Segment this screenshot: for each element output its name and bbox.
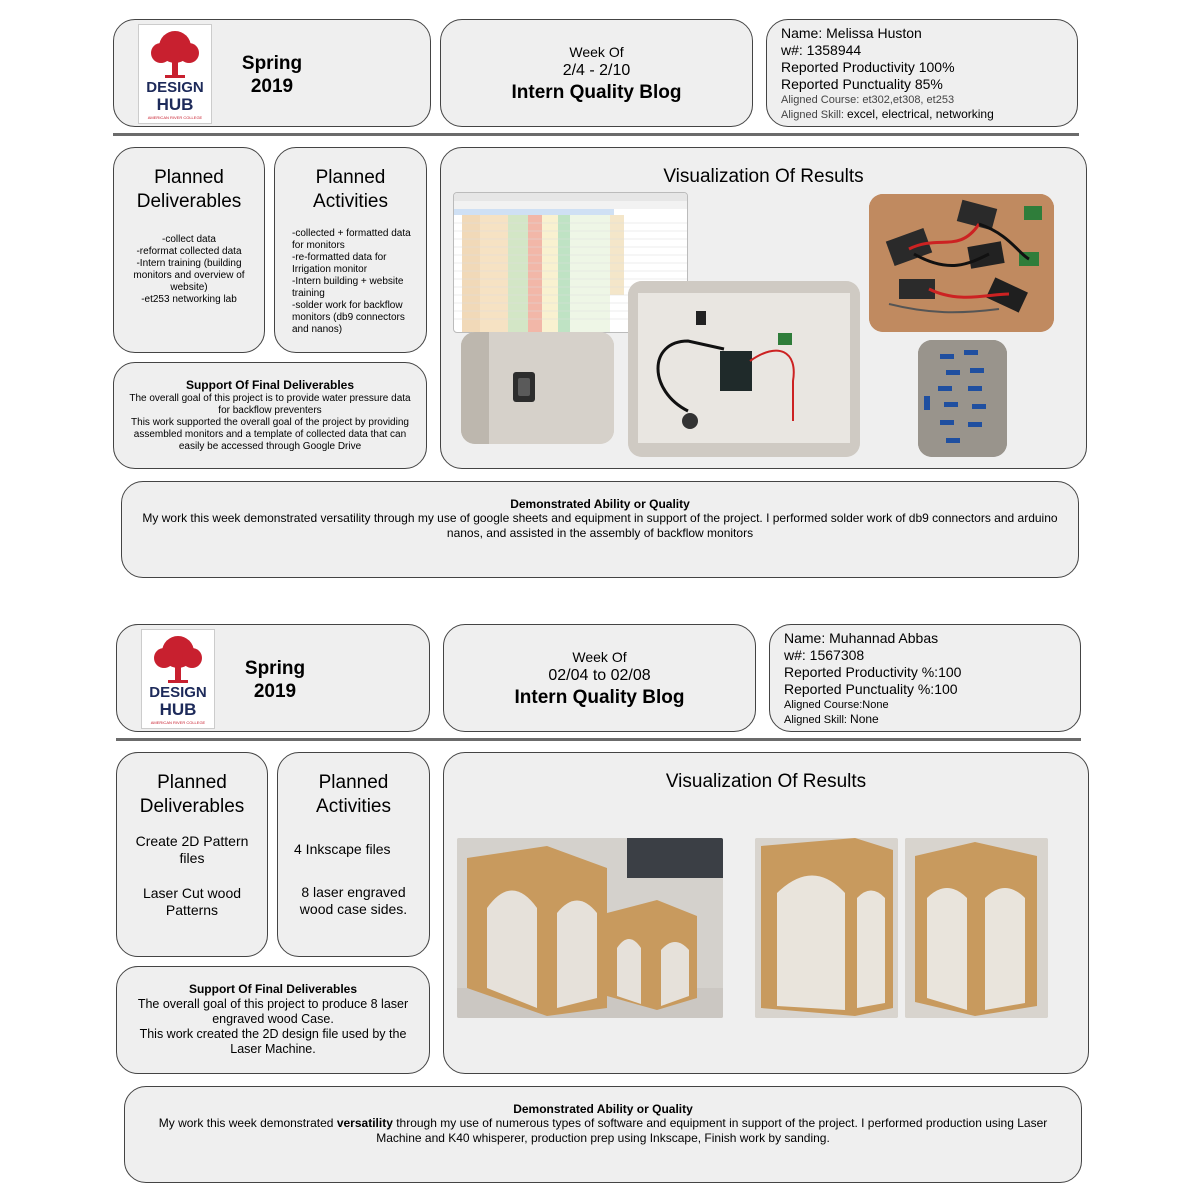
intern-name: Name: Melissa Huston xyxy=(781,25,922,41)
logo-text-hub: HUB xyxy=(156,95,194,114)
circuit-boards-image xyxy=(869,194,1054,332)
logo-text-design: DESIGN xyxy=(149,684,207,701)
ability-title: Demonstrated Ability or Quality xyxy=(513,1102,693,1116)
header-week-box xyxy=(443,624,756,732)
wired-circuit-boards-photo xyxy=(869,194,1054,332)
activities-list xyxy=(292,228,418,336)
activities-list xyxy=(294,841,421,918)
activities-title-line1: Planned xyxy=(315,167,386,188)
activities-title-line1: Planned xyxy=(318,772,389,793)
list-item: -Intern building + website training xyxy=(292,276,404,299)
planned-deliverables-box xyxy=(113,147,265,353)
activities-title xyxy=(278,771,429,819)
season-label xyxy=(226,52,318,98)
db9-connector-photo xyxy=(461,332,614,444)
list-item: 8 laser engraved wood case sides. xyxy=(299,884,408,917)
visualization-title: Visualization Of Results xyxy=(665,771,867,792)
ability-box xyxy=(124,1086,1082,1183)
ability-text: My work this week demonstrated versatility through my use of google sheets and equipment in support of the project. I performed solder work of db9 connectors and arduino nanos, and assisted in the assembly of backflow monitors xyxy=(142,511,1058,540)
list-item: -collect data xyxy=(162,234,216,245)
list-item: -re-formatted data for Irrigation monitor xyxy=(292,252,387,275)
header-week-box xyxy=(440,19,753,127)
list-item: -Intern training (building monitors and overview of website) xyxy=(133,258,245,293)
two-engraved-wood-cases-photo xyxy=(457,838,723,1018)
engraved-wood-case-front-photo xyxy=(755,838,898,1018)
header-brand-box xyxy=(116,624,430,732)
visualization-title: Visualization Of Results xyxy=(663,166,864,187)
monitor-enclosure-photo xyxy=(628,281,860,457)
reported-productivity: Reported Productivity 100% xyxy=(781,59,955,75)
deliverables-title-line2: Deliverables xyxy=(139,796,245,817)
support-title: Support Of Final Deliverables xyxy=(188,982,358,996)
header-brand-box xyxy=(113,19,431,127)
week-label: Week Of xyxy=(572,649,627,665)
deliverables-title-line1: Planned xyxy=(157,772,227,793)
intern-info-box xyxy=(769,624,1081,732)
season-term: Spring xyxy=(244,658,306,679)
aligned-skill-label: Aligned Skill: xyxy=(781,109,848,121)
deliverables-title-line2: Deliverables xyxy=(136,191,242,212)
design-hub-logo xyxy=(138,24,212,124)
logo-text-design: DESIGN xyxy=(146,79,204,96)
ability-text-bold: versatility xyxy=(336,1116,393,1130)
aligned-skill xyxy=(781,107,1077,123)
reported-punctuality: Reported Punctuality %:100 xyxy=(784,681,958,697)
week-range: 02/04 to 02/08 xyxy=(548,667,651,684)
aligned-skill-value: None xyxy=(850,712,879,726)
support-line: The overall goal of this project to produce 8 laser engraved wood Case. xyxy=(137,997,409,1026)
aligned-course: Aligned Course:None xyxy=(784,699,889,711)
ability-title: Demonstrated Ability or Quality xyxy=(510,497,690,511)
wood-case-angle-image xyxy=(905,838,1048,1018)
blog-title: Intern Quality Blog xyxy=(511,82,682,103)
aligned-course: Aligned Course: et302,et308, et253 xyxy=(781,94,955,106)
intern-info-box xyxy=(766,19,1078,127)
wood-case-front-image xyxy=(755,838,898,1018)
support-text xyxy=(126,393,414,453)
aligned-skill xyxy=(784,712,1080,728)
deliverables-list xyxy=(122,234,256,306)
support-line: This work created the 2D design file used by the Laser Machine. xyxy=(139,1027,407,1056)
ability-text-start: My work this week demonstrated xyxy=(158,1116,337,1130)
support-line: The overall goal of this project is to provide water pressure data for backflow preventers xyxy=(129,393,411,416)
reported-productivity: Reported Productivity %:100 xyxy=(784,664,962,680)
support-box xyxy=(113,362,427,469)
season-year: 2019 xyxy=(250,76,294,97)
intern-wnum: w#: 1567308 xyxy=(784,647,865,663)
wood-cases-image xyxy=(457,838,723,1018)
aligned-skill-value: excel, electrical, networking xyxy=(847,107,994,121)
section-divider xyxy=(116,738,1081,741)
ability-text xyxy=(139,1116,1067,1146)
enclosure-image xyxy=(628,281,860,457)
season-term: Spring xyxy=(241,53,303,74)
support-text xyxy=(129,997,417,1057)
activities-title-line2: Activities xyxy=(316,796,391,817)
aligned-skill-label: Aligned Skill: xyxy=(784,714,851,726)
season-year: 2019 xyxy=(253,681,297,702)
arduino-nanos-photo xyxy=(918,340,1007,457)
deliverables-title-line1: Planned xyxy=(154,167,224,188)
deliverables-title xyxy=(117,771,267,819)
section-divider xyxy=(113,133,1079,136)
list-item: 4 Inkscape files xyxy=(294,841,391,857)
list-item: -solder work for backflow monitors (db9 connectors and nanos) xyxy=(292,300,405,335)
list-item: -reformat collected data xyxy=(136,246,242,257)
planned-deliverables-box xyxy=(116,752,268,957)
season-label xyxy=(229,657,321,703)
nanos-image xyxy=(918,340,1007,457)
planned-activities-box xyxy=(274,147,427,353)
blog-title: Intern Quality Blog xyxy=(514,687,685,708)
week-range: 2/4 - 2/10 xyxy=(562,62,631,79)
week-label: Week Of xyxy=(569,44,624,60)
logo-text-college: AMERICAN RIVER COLLEGE xyxy=(147,115,203,120)
db9-image xyxy=(461,332,614,444)
list-item: -collected + formatted data for monitors xyxy=(292,228,411,251)
support-line: This work supported the overall goal of the project by providing assembled monitors and a template of collected data that can easily be accessed through Google Drive xyxy=(131,417,409,452)
logo-text-college: AMERICAN RIVER COLLEGE xyxy=(150,720,206,725)
activities-title xyxy=(275,166,426,214)
support-box xyxy=(116,966,430,1074)
engraved-wood-case-angle-photo xyxy=(905,838,1048,1018)
reported-punctuality: Reported Punctuality 85% xyxy=(781,76,943,92)
logo-text-hub: HUB xyxy=(159,700,197,719)
list-item: Laser Cut wood Patterns xyxy=(142,885,242,918)
support-title: Support Of Final Deliverables xyxy=(185,378,355,392)
design-hub-logo xyxy=(141,629,215,729)
list-item: Create 2D Pattern files xyxy=(135,833,249,866)
deliverables-list xyxy=(125,833,259,919)
intern-name: Name: Muhannad Abbas xyxy=(784,630,939,646)
ability-box xyxy=(121,481,1079,578)
deliverables-title xyxy=(114,166,264,214)
ability-text-end: through my use of numerous types of software and equipment in support of the project. I performed production using Laser Machine and K40 whisperer, production prep using Inkscape, Finish work by sanding. xyxy=(376,1116,1048,1145)
list-item: -et253 networking lab xyxy=(141,294,237,305)
planned-activities-box xyxy=(277,752,430,957)
intern-wnum: w#: 1358944 xyxy=(781,42,862,58)
activities-title-line2: Activities xyxy=(313,191,388,212)
